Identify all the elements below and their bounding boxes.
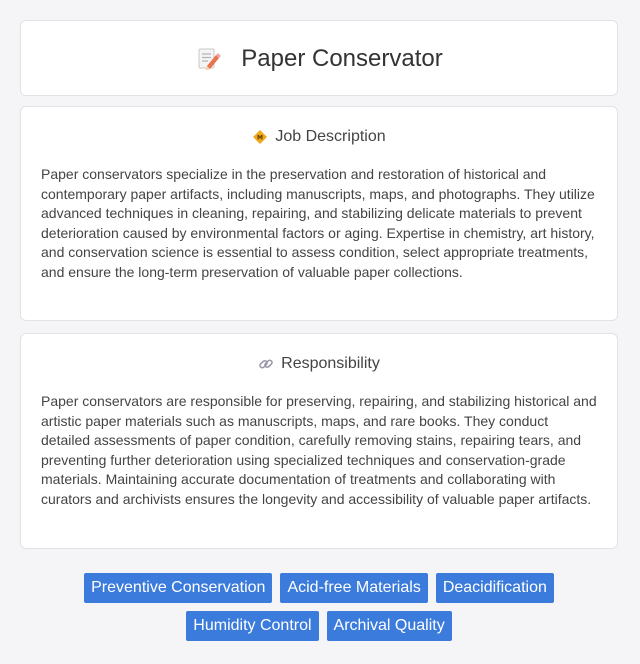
tag-row-2 [20,611,618,641]
job-description-heading-row [21,127,617,147]
job-description-heading: Job Description [275,128,386,145]
link-icon [258,356,274,372]
job-description-text: Paper conservators specialize in the preservation and restoration of historical and contemporary paper artifacts, including manuscripts, maps, and photographs. They utilize advanced techniques in cleaning, repairing, and stabilizing delicate materials to prevent deterioration caused by environmental factors or aging. Expertise in chemistry, art history, and conservation science is essential to assess condition, select appropriate treatments, and ensure the long-term preservation of valuable paper collections. [41,166,595,280]
responsibility-card [20,333,618,549]
tag-deacidification[interactable]: Deacidification [436,573,554,603]
tag-archival-quality[interactable]: Archival Quality [327,611,452,641]
diamond-icon [252,129,268,145]
tag-preventive-conservation[interactable]: Preventive Conservation [84,573,272,603]
memo-pencil-icon [195,46,221,72]
responsibility-text: Paper conservators are responsible for preserving, repairing, and stabilizing historical and artistic paper materials such as manuscripts, maps, and rare books. They conduct detailed assessments of paper condition, carefully removing stains, repairing tears, and preventing further deterioration using specialized techniques and conservation-grade materials. Maintaining accurate documentation of treatments and collaborating with curators and archivists ensures the longevity and accessibility of valuable paper artifacts. [41,393,597,507]
page-title-row [21,21,617,97]
title-card [20,20,618,96]
responsibility-heading-row [21,354,617,374]
tag-humidity-control[interactable]: Humidity Control [186,611,318,641]
responsibility-heading: Responsibility [281,355,380,372]
svg-text:M: M [257,134,264,142]
tag-row-1 [20,573,618,603]
skill-tags [20,573,618,641]
tag-acid-free-materials[interactable]: Acid-free Materials [280,573,427,603]
job-description-card [20,106,618,321]
page-title: Paper Conservator [241,45,443,72]
